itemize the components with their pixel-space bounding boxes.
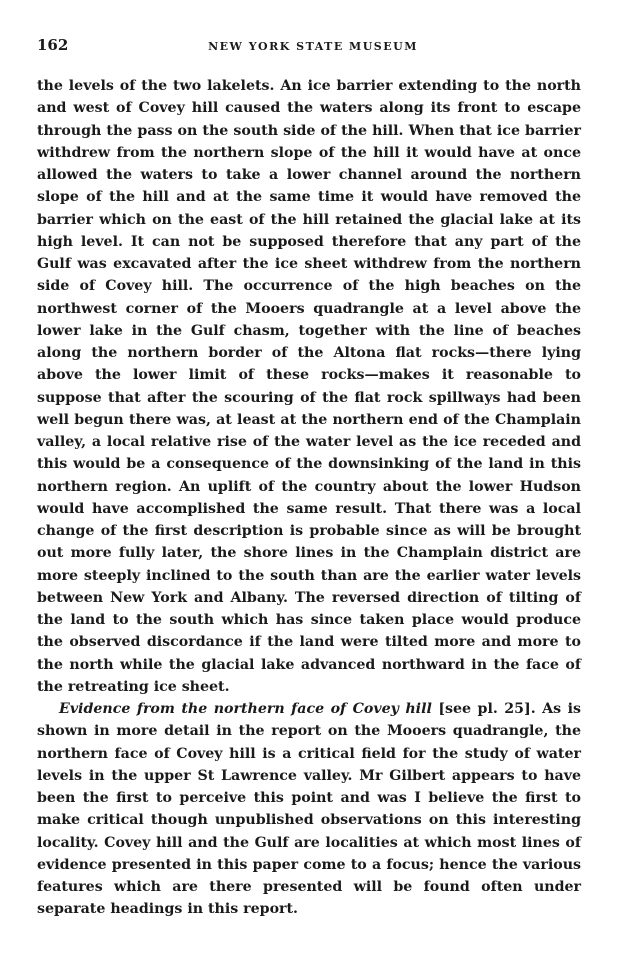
page-number: 162 — [37, 36, 69, 54]
running-head: NEW YORK STATE MUSEUM — [208, 40, 418, 53]
paragraph — [37, 698, 581, 921]
paragraph-text: [see pl. 25]. As is shown in more detail in the report on the Mooers quadrangle, the northern face of Covey hill is a critical field for the study of water levels in the upper St Lawrence valley. Mr Gilbert appears to have been the first to perceive this point and was I believe the first to make critical though unpublished observations on this interesting locality. Covey hill and the Gulf are localities at which most lines of evidence presented in this paper come to a focus; hence the various features which are there presented will be found often under separate headings in this report. — [37, 701, 581, 918]
paragraph: the levels of the two lakelets. An ice barrier extending to the north and west of Covey hill caused the waters along its front to escape through the pass on the south side of the hill. When that ice barrier withdrew from the northern slope of the hill it would have at once allowed the waters to take a lower channel around the northern slope of the hill and at the same time it would have removed the barrier which on the east of the hill retained the glacial lake at its high level. It can not be supposed therefore that any part of the Gulf was excavated after the ice sheet withdrew from the northern side of Covey hill. The occurrence of the high beaches on the northwest corner of the Mooers quadrangle at a level above the lower lake in the Gulf chasm, together with the line of beaches along the northern border of the Altona flat rocks—there lying above the lower limit of these rocks—makes it reasonable to suppose that after the scouring of the flat rock spillways had been well begun there was, at least at the northern end of the Champlain valley, a local relative rise of the water level as the ice receded and this would be a consequence of the downsinking of the land in this northern region. An uplift of the country about the lower Hudson would have accomplished the same result. That there was a local change of the first description is probable since as will be brought out more fully later, the shore lines in the Champlain district are more steeply inclined to the south than are the earlier water levels between New York and Albany. The reversed direction of tilting of the land to the south which has since taken place would produce the observed discordance if the land were tilted more and more to the north while the glacial lake advanced northward in the face of the retreating ice sheet. — [37, 78, 581, 695]
section-heading: Evidence from the northern face of Covey hill — [59, 701, 432, 717]
page-body — [37, 75, 581, 921]
